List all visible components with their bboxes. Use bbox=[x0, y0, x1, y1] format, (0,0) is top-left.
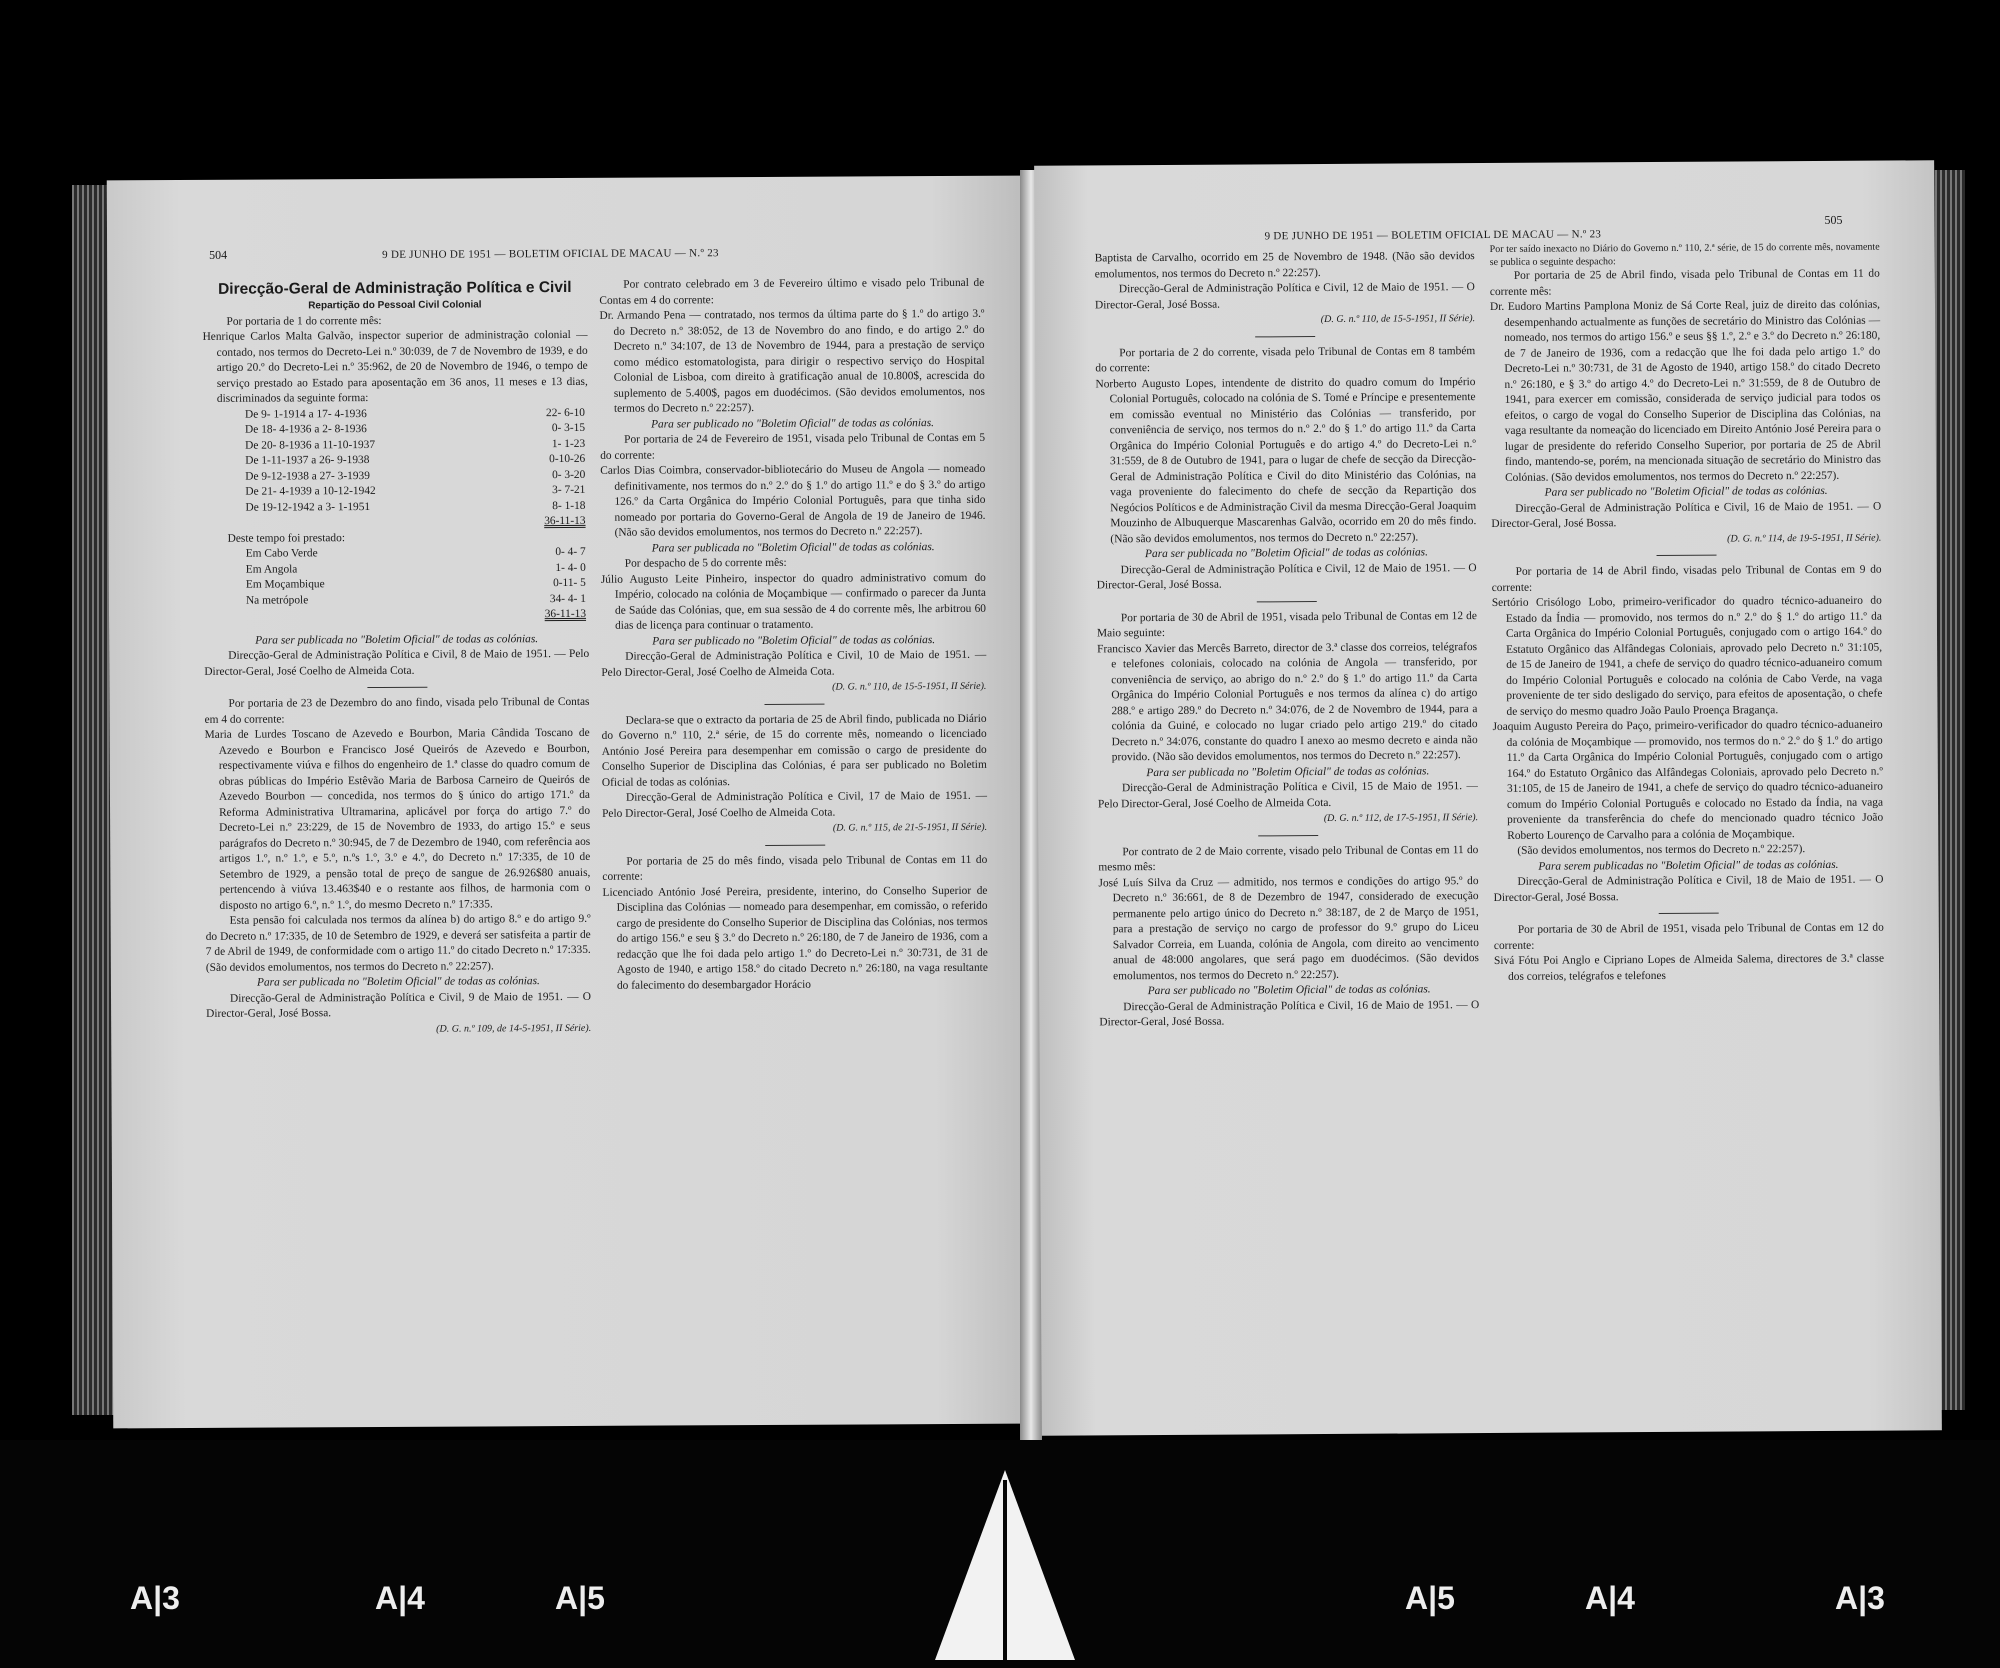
center-arrow-split bbox=[1003, 1480, 1007, 1660]
page-number: 504 bbox=[209, 247, 228, 262]
publication-note: Para ser publicado no "Boletim Oficial" de todas as colónias. bbox=[652, 633, 936, 648]
table-row: De 18- 4-1936 a 2- 8-1936 0- 3-15 bbox=[245, 421, 586, 436]
paragraph: Por portaria de 25 de Abril findo, visada pelo Tribunal de Contas em 11 do corrente mês: bbox=[1489, 267, 1880, 298]
signature: Direcção-Geral de Administração Política e Civil, 9 de Maio de 1951. — O Director-Geral, José Bossa. bbox=[206, 990, 592, 1020]
paragraph: Deste tempo foi prestado: bbox=[227, 531, 346, 545]
running-head: 9 DE JUNHO DE 1951 — BOLETIM OFICIAL DE MACAU — N.º 23 bbox=[1264, 228, 1602, 243]
paragraph: Esta pensão foi calculada nos termos da alínea b) do artigo 8.º e do artigo 9.º do Decreto n.º 17:335, de 10 de Setembro de 1929, e deverá ser satisfeita a partir de 7 de Abril de 1949, de conformidade com o artigo 11.º do citado Decreto n.º 17:335. (São devidos emolumentos, nos termos do Decreto n.º 22:257). bbox=[205, 912, 591, 974]
publication-note: Para ser publicado no "Boletim Oficial" de todas as colónias. bbox=[651, 416, 935, 431]
publication-note: Para ser publicada no "Boletim Oficial" de todas as colónias. bbox=[256, 975, 540, 989]
table-row: Em Cabo Verde 0- 4- 7 bbox=[245, 545, 586, 560]
citation: (D. G. n.º 110, de 15-5-1951, II Série). bbox=[1320, 313, 1476, 326]
signature: Direcção-Geral de Administração Política e Civil, 16 de Maio de 1951. — O Director-Geral, José Bossa. bbox=[1099, 998, 1480, 1029]
signature: Direcção-Geral de Administração Política e Civil, 16 de Maio de 1951. — O Director-Geral, José Bossa. bbox=[1491, 500, 1882, 530]
citation: (D. G. n.º 112, de 17-5-1951, II Série). bbox=[1323, 812, 1479, 825]
divider bbox=[1257, 601, 1317, 602]
paragraph: Baptista de Carvalho, ocorrido em 25 de Novembro de 1948. (Não são devidos emolumentos, nos termos do Decreto n.º 22:257). bbox=[1094, 250, 1475, 280]
paragraph: Francisco Xavier das Mercês Barreto, director de 3.ª classe dos correios, telégrafos e telefones coloniais, colocado na colónia de Angola — transferido, por conveniência de serviço, ao abrigo do n.º 2.º do § 1.º do artigo 11.º da Carta Orgânica do Império Colonial Português e nos termos da alínea c) do artigo 288.º e artigo 289.º do Decreto n.º 34:076, de 2 de Novembro de 1944, para a colónia da Guiné, e colocado no lugar criado pelo artigo 219.º do citado Decreto n.º 34:076, constante do quadro I anexo ao mesmo decreto e ainda não provido. (Não são devidos emolumentos, nos termos do Decreto n.º 22:257). bbox=[1097, 640, 1478, 764]
column-right-2 bbox=[1490, 241, 1885, 985]
table-row: Na metrópole 34- 4- 1 bbox=[245, 592, 586, 607]
signature: Direcção-Geral de Administração Política e Civil, 12 de Maio de 1951. — O Director-Geral, José Bossa. bbox=[1094, 281, 1475, 311]
table-total-row: 36-11-13 bbox=[544, 607, 587, 621]
table-row: De 21- 4-1939 a 10-12-1942 3- 7-21 bbox=[245, 483, 586, 498]
signature: Direcção-Geral de Administração Política e Civil, 15 de Maio de 1951. — Pelo Director-Geral, José Coelho de Almeida Cota. bbox=[1097, 780, 1478, 810]
divider bbox=[1657, 555, 1717, 556]
publication-note: Para ser publicada no "Boletim Oficial" de todas as colónias. bbox=[255, 632, 539, 647]
paragraph: Por portaria de 23 de Dezembro do ano findo, visada pelo Tribunal de Contas em 4 do corrente: bbox=[204, 695, 590, 726]
divider bbox=[1659, 913, 1719, 914]
paragraph: Por portaria de 30 de Abril de 1951, visada pelo Tribunal de Contas em 12 do corrente: bbox=[1493, 921, 1884, 952]
paragraph: Por portaria de 14 de Abril findo, visadas pelo Tribunal de Contas em 9 do corrente: bbox=[1491, 563, 1882, 594]
citation: (D. G. n.º 115, de 21-5-1951, II Série). bbox=[832, 821, 988, 834]
publication-note: Para ser publicado no "Boletim Oficial" de todas as colónias. bbox=[1544, 484, 1828, 499]
divider bbox=[765, 844, 825, 845]
divider bbox=[1255, 336, 1315, 337]
paragraph: Declara-se que o extracto da portaria de 25 de Abril findo, publicada no Diário do Governo n.º 110, 2.ª série, de 15 do corrente mês, nomeando o licenciado António José Pereira para desempenhar em comissão o cargo de presidente do Conselho Superior de Disciplina das Colónias, é para ser publicado no Boletim Oficial de todas as colónias. bbox=[601, 712, 987, 789]
table-row: De 9- 1-1914 a 17- 4-1936 22- 6-10 bbox=[244, 406, 585, 421]
paragraph: Por portaria de 30 de Abril de 1951, visada pelo Tribunal de Contas em 12 de Maio seguinte: bbox=[1096, 609, 1477, 640]
table-row: De 9-12-1938 a 27- 3-1939 0- 3-20 bbox=[245, 468, 586, 483]
publication-note: Para ser publicado no "Boletim Oficial" de todas as colónias. bbox=[1147, 983, 1431, 998]
running-head: 9 DE JUNHO DE 1951 — BOLETIM OFICIAL DE MACAU — N.º 23 bbox=[382, 247, 719, 261]
paragraph: Henrique Carlos Malta Galvão, inspector superior de administração colonial — contado, nos termos do Decreto-Lei n.º 30:039, de 7 de Novembro de 1939, e do artigo 20.º do Decreto-Lei n.º 35:962, de 20 de Novembro de 1946, o tempo de serviço prestado ao Estado para aposentação em 36 anos, 11 meses e 13 dias, discriminados da seguinte forma: bbox=[202, 328, 588, 405]
film-marker: A|5 bbox=[555, 1580, 605, 1616]
paragraph: Por portaria de 1 do corrente mês: bbox=[226, 314, 382, 328]
right-page bbox=[1034, 160, 1942, 1435]
publication-note: Para ser publicada no "Boletim Oficial" de todas as colónias. bbox=[1144, 546, 1428, 561]
paragraph: Norberto Augusto Lopes, intendente de distrito do quadro comum do Império Colonial Português, colocado na colónia de S. Tomé e Príncipe e presentemente em comissão eventual no Ministério das Colónias — transferido, por conveniência de serviço, nos termos do n.º 2.º do § 1.º do artigo 11.º da Carta Orgânica do Império Colonial Português e do artigo 4.º do Decreto-Lei n.º 31:559, de 8 de Outubro de 1941, para o lugar de chefe de secção da Direcção-Geral de Administração Política e Civil do dito Ministério das Colónias, na vaga proveniente do falecimento do chefe de secção da Repartição dos Negócios Políticos e de Administração Civil da mesma Direcção-Geral Joaquim Mouzinho de Albuquerque Mascarenhas Galvão, ocorrido em 20 do mês findo. (Não são devidos emolumentos, nos termos do Decreto n.º 22:257). bbox=[1095, 375, 1477, 545]
paragraph: Por portaria de 25 do mês findo, visada pelo Tribunal de Contas em 11 do corrente: bbox=[602, 853, 988, 883]
left-page bbox=[107, 176, 1029, 1429]
publication-note: Para ser publicada no "Boletim Oficial" de todas as colónias. bbox=[651, 540, 935, 555]
column-left-2 bbox=[599, 276, 988, 994]
film-marker: A|5 bbox=[1405, 1580, 1455, 1616]
divider bbox=[1258, 835, 1318, 836]
divider bbox=[764, 703, 824, 704]
signature: Direcção-Geral de Administração Política e Civil, 8 de Maio de 1951. — Pelo Director-Geral, José Coelho de Almeida Cota. bbox=[204, 647, 590, 678]
film-marker: A|4 bbox=[1585, 1580, 1635, 1616]
paragraph: Licenciado António José Pereira, presidente, interino, do Conselho Superior de Disciplina das Colónias — nomeado para desempenhar, em comissão, o referido cargo de presidente do Conselho Superior de Disciplina das Colónias, nos termos do artigo 156.º e seu § 3.º do Decreto n.º 26:180, de 7 de Janeiro de 1936, com a redacção que lhe foi dada pelo artigo 1.º do Decreto-Lei n.º 30:731, de 31 de Agosto de 1940, e artigo 158.º do citado Decreto n.º 26:180, na vaga resultante do falecimento do desembargador Horácio bbox=[602, 884, 988, 992]
column-left-1 bbox=[202, 278, 591, 1038]
paragraph: Dr. Armando Pena — contratado, nos termos da última parte do § 1.º do artigo 3.º do Decreto n.º 38:052, de 13 de Novembro do ano findo, e do artigo 2.º do Decreto n.º 34:107, de 13 de Novembro de 1944, para a prestação de serviço como médico estomatologista, para dirigir o respectivo serviço do Hospital Colonial de Lisboa, com direito à gratificação anual de 10.800$, acrescida do suplemento de 5.400$, pagos em duodécimos. (São devidos emolumentos, nos termos do Decreto n.º 22:257). bbox=[599, 307, 985, 415]
citation: (D. G. n.º 110, de 15-5-1951, II Série). bbox=[832, 680, 987, 693]
column-right-1 bbox=[1095, 249, 1480, 1031]
section-heading: Direcção-Geral de Administração Política e Civil bbox=[218, 278, 572, 298]
page-number: 505 bbox=[1824, 212, 1843, 227]
paragraph: Carlos Dias Coimbra, conservador-bibliotecário do Museu de Angola — nomeado definitivamente, nos termos do n.º 2.º do § 1.º do artigo 11.º e do § 3.º do artigo 126.º da Carta Orgânica do Império Colonial Português, para que tinha sido nomeado por portaria do Governo-Geral de Angola de 19 de Janeiro de 1946. (Não são devidos emolumentos, nos termos do Decreto n.º 22:257). bbox=[600, 462, 986, 539]
signature: Direcção-Geral de Administração Política e Civil, 10 de Maio de 1951. — Pelo Director-Geral, José Coelho de Almeida Cota. bbox=[601, 648, 987, 679]
paragraph: Maria de Lurdes Toscano de Azevedo e Bourbon, Maria Cândida Toscano de Azevedo e Bourbon e Francisco José Queirós de Azevedo e Bourbon, respectivamente viúva e filhos do engenheiro de 1.ª classe do quadro comum de obras públicas do Império Estêvão Maria de Barbosa Carneiro de Queirós de Azevedo Bourbon — concedida, nos termos do § único do artigo 171.º da Reforma Administrativa Ultramarina, aplicável por força do artigo 7.º do Decreto-Lei n.º 23:229, de 15 de Novembro de 1933, do artigo 15.º e seus parágrafos do Decreto n.º 30:945, de 7 de Dezembro de 1940, com referência aos artigos 1.º, n.º 1.º, e 5.º, n.ºs 1.º, 3.º e 4.º, do Decreto n.º 17:335, de 10 de Setembro de 1929, a pensão total de preço de sangue de 26.926$80 anuais, pertencendo à viúva 13.463$40 e o restante aos filhos, de harmonia com o disposto no artigo 6.º, n.º 1.º, do mesmo Decreto n.º 17:335. bbox=[204, 726, 591, 912]
service-time-table bbox=[245, 405, 586, 531]
paragraph: Dr. Eudoro Martins Pamplona Moniz de Sá Corte Real, juiz de direito das colónias, desempenhando actualmente as funções de secretário do Ministro das Colónias — nomeado, nos termos do artigo 156.º e seus §§ 1.º, 2.º e 3.º do Decreto n.º 26:180, de 7 de Janeiro de 1936, com a redacção que lhe foi dada pelo artigo 1.º do Decreto-Lei n.º 30:731, de 31 de Agosto de 1940, artigo 158.º do citado Decreto n.º 26:180, e § 3.º do artigo 4.º do Decreto-Lei n.º 31:559, de 8 de Outubro de 1941, para exercer em comissão, considerada de serviço judicial para todos os efeitos, o cargo de vogal do Conselho Superior de Disciplina das Colónias, na vaga resultante da nomeação do licenciado em Direito António José Pereira para o lugar de presidente do referido Conselho Superior, por portaria de 25 de Abril findo, mantendo-se, porém, na mencionada situação de secretário do Ministro das Colónias. (São devidos emolumentos, nos termos do Decreto n.º 22:257). bbox=[1489, 298, 1881, 484]
paragraph: Júlio Augusto Leite Pinheiro, inspector do quadro administrativo comum do Império, colocado na colónia de Moçambique — confirmado o parecer da Junta de Saúde das Colónias, que, em sua sessão de 4 do corrente mês, lhe arbitrou 60 dias de licença para continuar o tratamento. bbox=[600, 571, 987, 632]
paragraph: Por portaria de 24 de Fevereiro de 1951, visada pelo Tribunal de Contas em 5 do corrente: bbox=[600, 431, 986, 462]
paragraph: Por ter saído inexacto no Diário do Governo n.º 110, 2.ª série, de 15 do corrente mês, novamente se publica o seguinte despacho: bbox=[1489, 241, 1880, 268]
divider bbox=[367, 687, 427, 688]
signature: Direcção-Geral de Administração Política e Civil, 17 de Maio de 1951. — Pelo Director-Geral, José Coelho de Almeida Cota. bbox=[602, 789, 988, 820]
paragraph: Sertório Crisólogo Lobo, primeiro-verificador do quadro técnico-aduaneiro do Estado da Índia — promovido, nos termos do n.º 2.º do § 1.º do artigo 11.º da Carta Orgânica do Império Colonial Português, conjugado com o artigo 164.º do Estatuto Orgânico das Alfândegas Coloniais, aprovado pelo Decreto n.º 31:105, de 15 de Janeiro de 1941, a chefe de serviço do quadro técnico-aduaneiro comum do Império Colonial Português e colocado na colónia de Cabo Verde, na vaga proveniente de ter sido desligado do serviço, para efeitos de aposentação, o chefe de serviço do mesmo quadro João Paulo Proença Bragança. bbox=[1491, 594, 1883, 718]
publication-note: Para serem publicadas no "Boletim Oficial" de todas as colónias. bbox=[1538, 858, 1839, 873]
paragraph: Por contrato celebrado em 3 de Fevereiro último e visado pelo Tribunal de Contas em 4 do corrente: bbox=[599, 276, 985, 307]
table-row: Em Angola 1- 4- 0 bbox=[245, 561, 586, 576]
signature: Direcção-Geral de Administração Política e Civil, 12 de Maio de 1951. — O Director-Geral, José Bossa. bbox=[1096, 561, 1477, 592]
paragraph: Sivá Fótu Poi Anglo e Cipriano Lopes de Almeida Salema, directores de 3.ª classe dos correios, telégrafos e telefones bbox=[1493, 952, 1885, 983]
table-row: Em Moçambique 0-11- 5 bbox=[245, 576, 586, 591]
table-row: De 20- 8-1936 a 11-10-1937 1- 1-23 bbox=[245, 437, 586, 452]
section-subheading: Repartição do Pessoal Civil Colonial bbox=[308, 299, 482, 312]
film-marker: A|4 bbox=[375, 1580, 425, 1616]
paragraph: Por portaria de 2 do corrente, visada pelo Tribunal de Contas em 8 também do corrente: bbox=[1095, 344, 1476, 375]
film-marker: A|3 bbox=[1835, 1580, 1885, 1616]
paragraph: (São devidos emolumentos, nos termos do Decreto n.º 22:257). bbox=[1517, 843, 1806, 857]
table-row: De 19-12-1942 a 3- 1-1951 8- 1-18 bbox=[245, 499, 586, 514]
paragraph: José Luís Silva da Cruz — admitido, nos termos e condições do artigo 95.º do Decreto n.º 36:661, de 8 de Dezembro de 1947, considerado de execução permanente pelo artigo único do Decreto n.º 38:187, de 2 de Março de 1951, para a prestação de serviço no cargo de professor do 9.º grupo do Liceu Salvador Correia, em Luanda, colónia de Angola, com direito ao vencimento anual de 48:000 angolares, que será pago em duodécimos. (São devidos emolumentos, nos termos do Decreto n.º 22:257). bbox=[1098, 874, 1480, 982]
table-row: De 1-11-1937 a 26- 9-1938 0-10-26 bbox=[245, 452, 586, 467]
paragraph: Joaquim Augusto Pereira do Paço, primeiro-verificador do quadro técnico-aduaneiro da colónia de Moçambique — promovido, nos termos do n.º 2.º do § 1.º do artigo 11.º da Carta Orgânica do Império Colonial Português, conjugado com o artigo 164.º do Estatuto Orgânico das Alfândegas Coloniais, aprovado pelo Decreto n.º 31:105, de 15 de Janeiro de 1941, a chefe de serviço do quadro técnico-aduaneiro comum do Império Colonial Português e colocado no Estado da Índia, na vaga proveniente da transferência do chefe do mencionado quadro técnico João Roberto Lourenço de Carvalho para a colónia de Moçambique. bbox=[1492, 718, 1884, 842]
signature: Direcção-Geral de Administração Política e Civil, 18 de Maio de 1951. — O Director-Geral, José Bossa. bbox=[1493, 873, 1884, 904]
citation: (D. G. n.º 114, de 19-5-1951, II Série). bbox=[1727, 532, 1882, 545]
paragraph: Por contrato de 2 de Maio corrente, visado pelo Tribunal de Contas em 11 do mesmo mês: bbox=[1098, 843, 1479, 874]
paragraph: Por despacho de 5 do corrente mês: bbox=[624, 556, 787, 570]
film-marker: A|3 bbox=[130, 1580, 180, 1616]
citation: (D. G. n.º 109, de 14-5-1951, II Série). bbox=[436, 1022, 592, 1035]
table-total-row: 36-11-13 bbox=[544, 514, 586, 528]
service-place-table bbox=[246, 545, 586, 624]
publication-note: Para ser publicada no "Boletim Oficial" de todas as colónias. bbox=[1146, 764, 1430, 779]
